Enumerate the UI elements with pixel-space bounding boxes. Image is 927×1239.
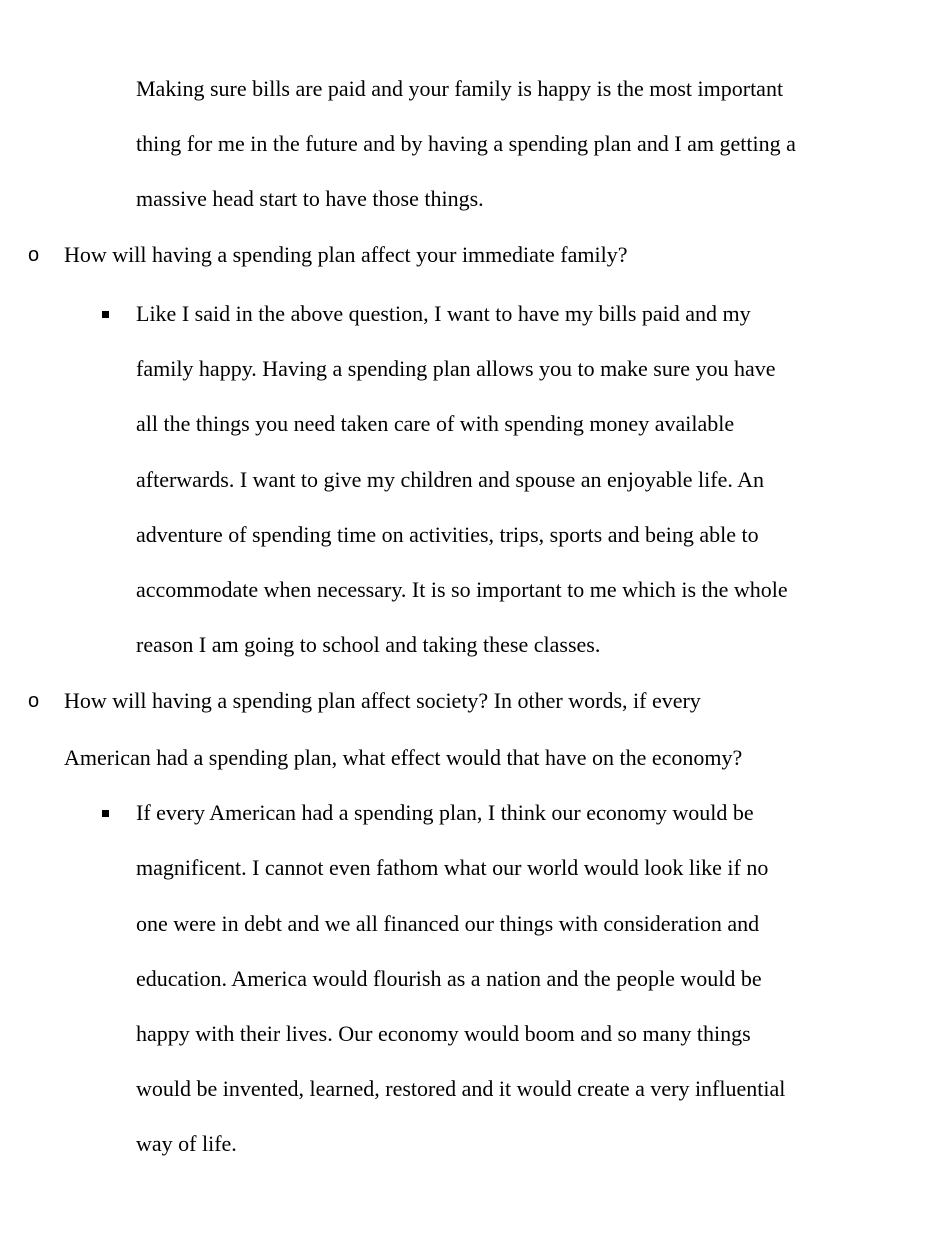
square-bullet-icon (102, 311, 109, 318)
answer-line: If every American had a spending plan, I think our economy would be (136, 800, 754, 825)
answer-line: afterwards. I want to give my children and spouse an enjoyable life. An (136, 467, 765, 492)
answer-line: way of life. (136, 1131, 237, 1156)
answer-line: all the things you need taken care of with spending money available (136, 411, 735, 436)
answer-line: education. America would flourish as a nation and the people would be (136, 966, 762, 991)
question-text: How will having a spending plan affect society? In other words, if every (64, 688, 701, 713)
text-line: massive head start to have those things. (136, 186, 484, 211)
square-bullet-icon (102, 810, 109, 817)
text-line: thing for me in the future and by having a spending plan and I am getting a (136, 131, 796, 156)
answer-line: happy with their lives. Our economy would boom and so many things (136, 1021, 751, 1046)
answer-line: family happy. Having a spending plan allows you to make sure you have (136, 356, 776, 381)
answer-line: would be invented, learned, restored and it would create a very influential (136, 1076, 786, 1101)
answer-line: magnificent. I cannot even fathom what our world would look like if no (136, 855, 769, 880)
answer-line: accommodate when necessary. It is so important to me which is the whole (136, 577, 788, 602)
answer-line: Like I said in the above question, I want to have my bills paid and my (136, 301, 751, 326)
question-text: American had a spending plan, what effect would that have on the economy? (64, 745, 743, 770)
question-text: How will having a spending plan affect your immediate family? (64, 242, 628, 267)
circle-bullet-icon: o (28, 244, 40, 266)
circle-bullet-icon: o (28, 690, 40, 712)
answer-line: adventure of spending time on activities, trips, sports and being able to (136, 522, 759, 547)
answer-line: one were in debt and we all financed our things with consideration and (136, 911, 760, 936)
answer-line: reason I am going to school and taking these classes. (136, 632, 601, 657)
text-line: Making sure bills are paid and your family is happy is the most important (136, 76, 784, 101)
